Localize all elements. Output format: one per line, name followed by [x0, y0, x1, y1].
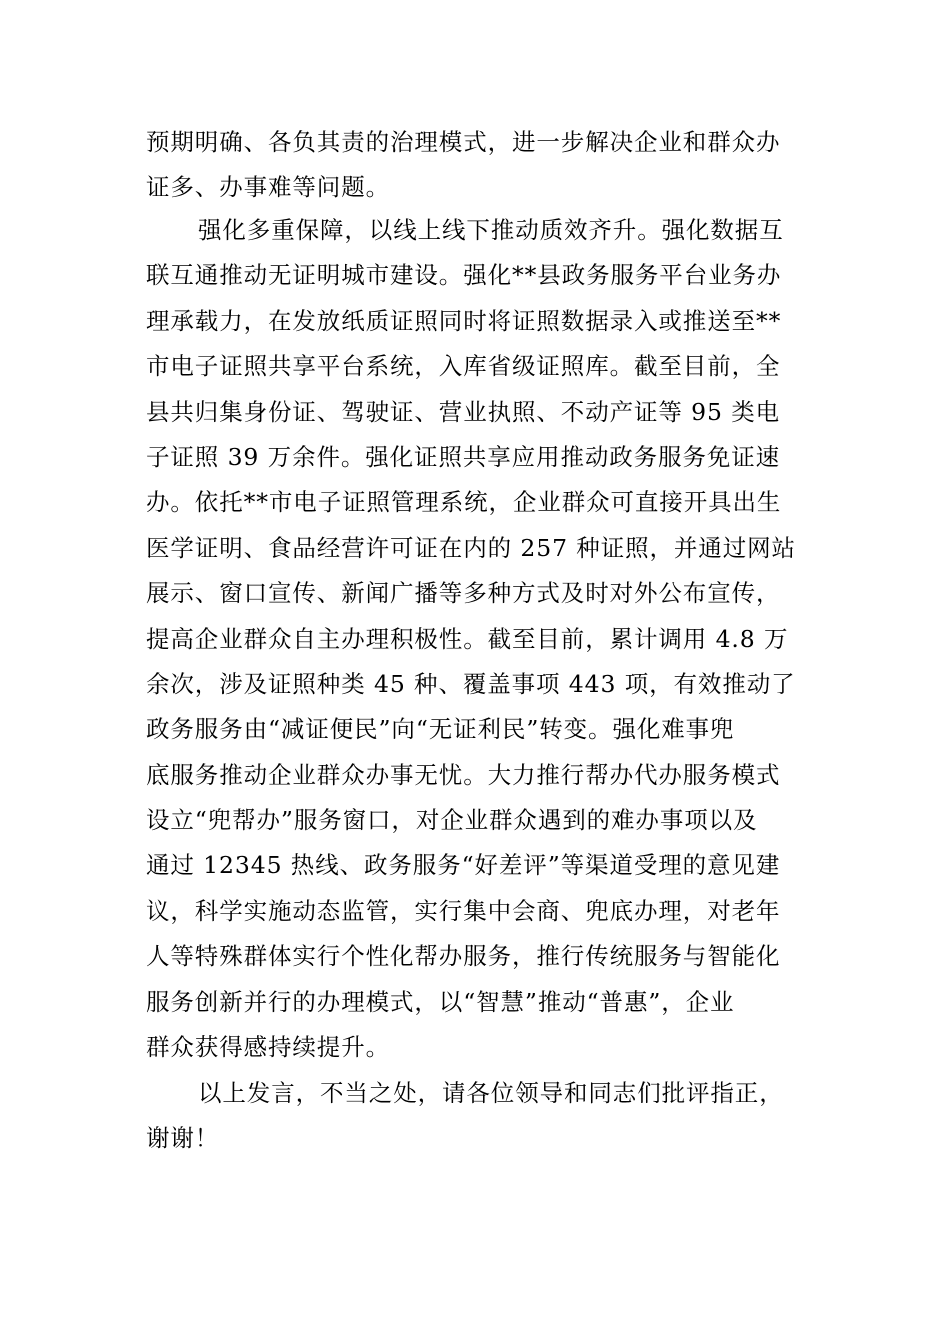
paragraph-2-line-17: 人等特殊群体实行个性化帮办服务，推行传统服务与智能化	[146, 942, 781, 971]
paragraph-1	[146, 120, 808, 211]
paragraph-2-line-10: 提高企业群众自主办理积极性。截至目前，累计调用 4.8 万	[146, 624, 789, 653]
paragraph-1-line-1: 预期明确、各负其责的治理模式，进一步解决企业和群众办	[146, 128, 781, 156]
paragraph-2-line-11: 余次，涉及证照种类 45 种、覆盖事项 443 项，有效推动了	[146, 669, 796, 698]
paragraph-2-line-9: 展示、窗口宣传、新闻广播等多种方式及时对外公布宣传，	[146, 579, 781, 608]
paragraph-2-line-4: 市电子证照共享平台系统，入库省级证照库。截至目前，全	[146, 352, 781, 381]
paragraph-2-line-15: 通过 12345 热线、政务服务“好差评”等渠道受理的意见建	[146, 851, 781, 880]
paragraph-2-line-14: 设立“兜帮办”服务窗口，对企业群众遇到的难办事项以及	[146, 806, 758, 835]
paragraph-2-line-7: 办。依托**市电子证照管理系统，企业群众可直接开具出生	[146, 488, 782, 517]
paragraph-2-line-8: 医学证明、食品经营许可证在内的 257 种证照，并通过网站	[146, 533, 796, 562]
paragraph-3-line-1: 以上发言，不当之处，请各位领导和同志们批评指正，	[198, 1079, 784, 1107]
paragraph-3	[146, 1071, 808, 1162]
paragraph-2-line-18: 服务创新并行的办理模式，以“智慧”推动“普惠”，企业	[146, 987, 735, 1016]
paragraph-3-line-2: 谢谢！	[146, 1124, 220, 1153]
paragraph-2	[146, 208, 808, 1070]
paragraph-1-line-2: 证多、办事难等问题。	[146, 173, 390, 202]
paragraph-2-line-19: 群众获得感持续提升。	[146, 1033, 390, 1062]
paragraph-2-line-13: 底服务推动企业群众办事无忧。大力推行帮办代办服务模式	[146, 760, 781, 789]
paragraph-2-line-1: 强化多重保障，以线上线下推动质效齐升。强化数据互	[198, 216, 784, 244]
paragraph-2-line-16: 议，科学实施动态监管，实行集中会商、兜底办理，对老年	[146, 896, 781, 925]
paragraph-2-line-2: 联互通推动无证明城市建设。强化**县政务服务平台业务办	[146, 261, 782, 290]
paragraph-2-line-6: 子证照 39 万余件。强化证照共享应用推动政务服务免证速	[146, 442, 781, 471]
paragraph-2-line-12: 政务服务由“减证便民”向“无证利民”转变。强化难事兜	[146, 715, 735, 744]
paragraph-2-line-5: 县共归集身份证、驾驶证、营业执照、不动产证等 95 类电	[146, 397, 781, 426]
paragraph-2-line-3: 理承载力，在发放纸质证照同时将证照数据录入或推送至**	[146, 306, 782, 335]
